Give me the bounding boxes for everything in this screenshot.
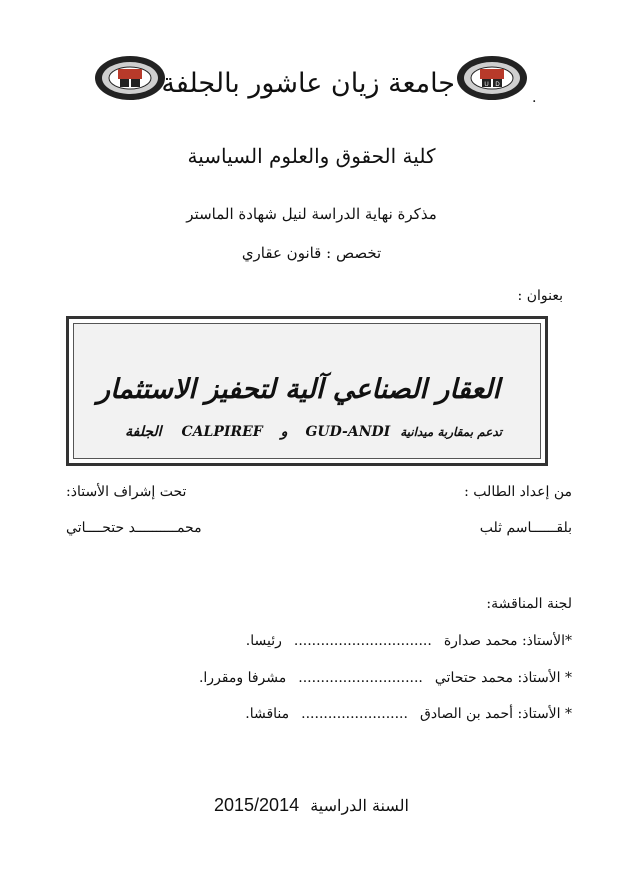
committee-member xyxy=(246,633,572,649)
member-name: * الأستاذ: أحمد بن الصادق xyxy=(419,706,572,722)
stray-mark: . xyxy=(532,90,537,106)
member-role: رئيسا. xyxy=(245,633,282,649)
subtitle-latin-1: GUD-ANDI xyxy=(305,424,391,440)
member-name: *الأستاذ: محمد صدارة xyxy=(443,633,572,649)
thesis-subtitle xyxy=(125,424,502,440)
member-name: * الأستاذ: محمد حتحاتي xyxy=(434,670,572,686)
academic-year xyxy=(0,795,623,816)
member-role: مناقشا. xyxy=(245,706,290,722)
memo-type: مذكرة نهاية الدراسة لنيل شهادة الماستر xyxy=(186,205,437,223)
title-label: بعنوان : xyxy=(517,288,563,304)
subtitle-end: الجلفة xyxy=(125,424,162,440)
supervision-label: تحت إشراف الأستاذ: xyxy=(66,484,187,500)
academic-year-value: 2015/2014 xyxy=(214,795,300,815)
university-name: جامعة زيان عاشور بالجلفة xyxy=(161,68,455,99)
subtitle-conjunction: و xyxy=(280,424,288,440)
member-role: مشرفا ومقررا. xyxy=(198,670,287,686)
subtitle-latin-2: CALPIREF xyxy=(181,424,263,440)
logo-letter-u: U xyxy=(484,82,489,88)
logo-letter-d: D xyxy=(495,82,500,88)
committee-member xyxy=(199,670,572,686)
specialization: تخصص : قانون عقاري xyxy=(241,244,382,262)
member-dots: ............................... xyxy=(293,633,432,649)
member-dots: ........................ xyxy=(301,706,408,722)
student-name: بلقــــــاسم ثلب xyxy=(479,520,572,536)
member-dots: ............................ xyxy=(298,670,423,686)
faculty-name: كلية الحقوق والعلوم السياسية xyxy=(187,144,436,168)
university-logo-right xyxy=(456,55,528,101)
thesis-title: العقار الصناعي آلية لتحفيز الاستثمار xyxy=(97,374,500,405)
subtitle-arabic: تدعم بمقاربة ميدانية xyxy=(400,425,502,439)
committee-member xyxy=(245,706,572,722)
committee-label: لجنة المناقشة: xyxy=(486,596,572,612)
prepared-by-label: من إعداد الطالب : xyxy=(464,484,572,500)
title-panel xyxy=(73,323,541,459)
supervisor-name: محمــــــــــد حتحــــاتي xyxy=(66,520,202,536)
university-logo-left xyxy=(94,55,166,101)
title-frame xyxy=(66,316,548,466)
academic-year-label: السنة الدراسية xyxy=(310,796,409,815)
